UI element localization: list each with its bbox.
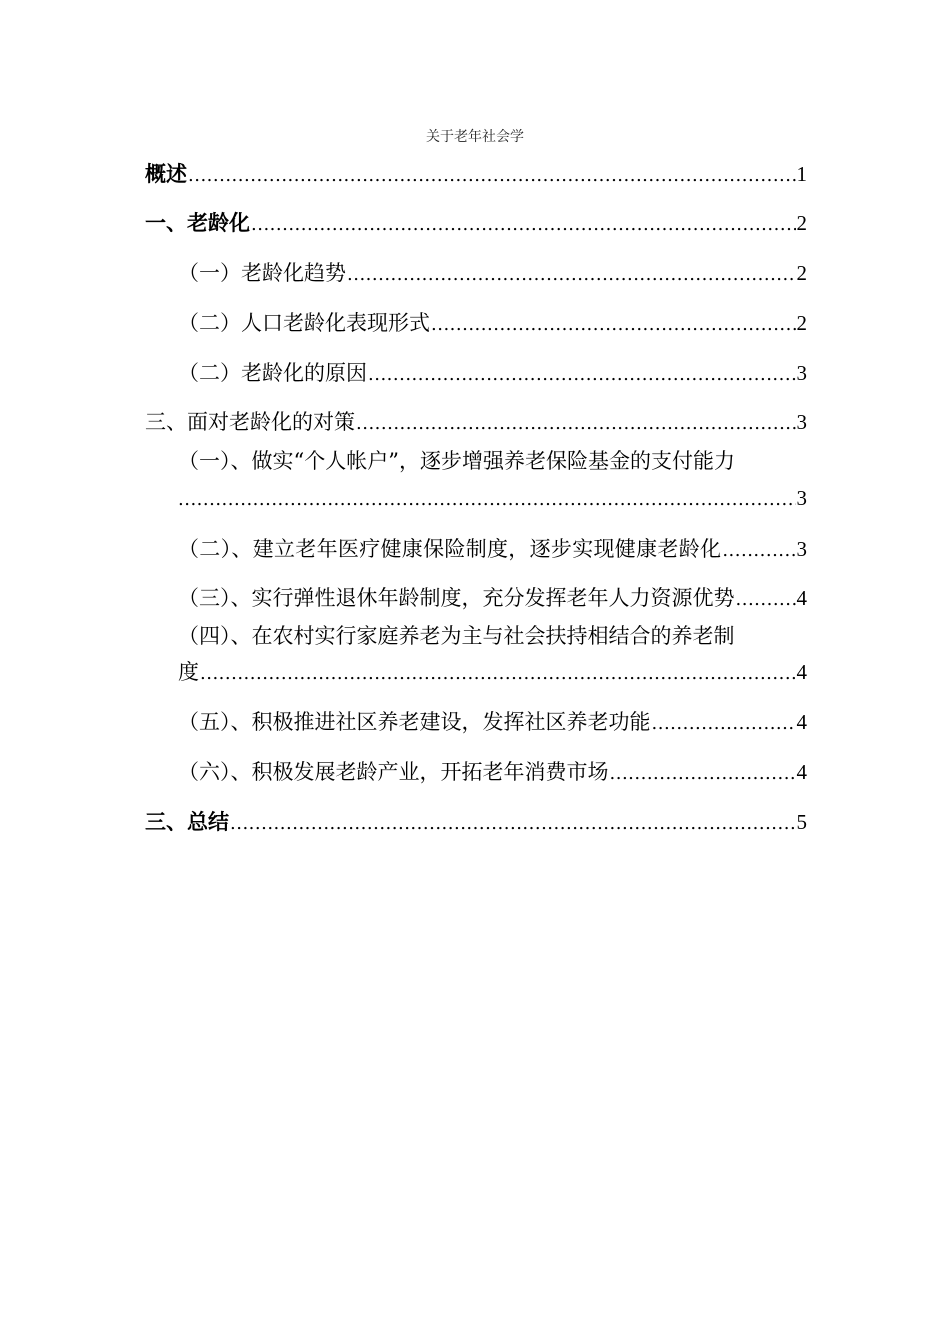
toc-entry-label: 度	[178, 660, 199, 684]
dot-leader	[652, 708, 796, 738]
toc-page-number: 2	[796, 261, 807, 285]
toc-page-number: 2	[796, 311, 807, 335]
dot-leader	[251, 209, 796, 239]
toc-entry-label: 三、面对老龄化的对策	[145, 410, 355, 434]
dot-leader	[230, 808, 796, 838]
toc-entry-label: （五）、积极推进社区养老建设，发挥社区养老功能	[178, 710, 651, 734]
toc-entry-section-1-1[interactable]	[178, 259, 807, 289]
toc-page-number: 2	[796, 211, 807, 235]
dot-leader	[356, 408, 796, 438]
toc-entry-label: （一）老龄化趋势	[178, 261, 346, 285]
dot-leader	[610, 758, 796, 788]
toc-entry-section-1-3[interactable]	[178, 359, 807, 389]
toc-entry-section-3-6[interactable]	[178, 758, 807, 788]
toc-entry-label: （六）、积极发展老龄产业，开拓老年消费市场	[178, 760, 609, 784]
toc-entry-label: （三）、实行弹性退休年龄制度，充分发挥老年人力资源优势	[178, 586, 735, 610]
toc-page-number: 1	[796, 162, 807, 186]
dot-leader	[431, 309, 796, 339]
dot-leader	[736, 584, 796, 614]
toc-entry-continuation	[178, 658, 807, 688]
toc-entry-label: （二）、建立老年医疗健康保险制度，逐步实现健康老龄化	[178, 537, 722, 561]
dot-leader	[188, 160, 796, 190]
toc-entry-label: （四）、在农村实行家庭养老为主与社会扶持相结合的养老制	[178, 624, 735, 648]
toc-page-number: 4	[796, 660, 807, 684]
toc-entry-continuation	[178, 484, 807, 514]
toc-entry-section-1-2[interactable]	[178, 309, 807, 339]
toc-entry-section-3-2[interactable]	[178, 535, 807, 565]
toc-entry-label: 三、总结	[145, 810, 229, 834]
dot-leader	[368, 359, 796, 389]
toc-entry-label: 概述	[145, 162, 187, 186]
toc-page-number: 3	[796, 537, 807, 561]
toc-entry-summary[interactable]	[145, 808, 807, 838]
toc-entry-chapter-1[interactable]	[145, 209, 807, 239]
toc-entry-label: （二）老龄化的原因	[178, 361, 367, 385]
toc-page-number: 4	[796, 710, 807, 734]
dot-leader	[347, 259, 796, 289]
toc-page-number: 4	[796, 586, 807, 610]
toc-entry-label: 一、老龄化	[145, 211, 250, 235]
page-header-title: 关于老年社会学	[426, 129, 524, 145]
dot-leader	[178, 484, 796, 514]
toc-page-number: 3	[796, 361, 807, 385]
toc-entry-label: （一）、做实“个人帐户”，逐步增强养老保险基金的支付能力	[178, 449, 735, 473]
toc-page-number: 3	[796, 410, 807, 434]
toc-page-number: 4	[796, 760, 807, 784]
toc-entry-section-3-3[interactable]	[178, 584, 807, 614]
toc-entry-overview[interactable]	[145, 160, 807, 190]
toc-entry-section-3-5[interactable]	[178, 708, 807, 738]
dot-leader	[200, 658, 796, 688]
dot-leader	[722, 535, 795, 565]
toc-entry-label: （二）人口老龄化表现形式	[178, 311, 430, 335]
toc-entry-chapter-3[interactable]	[145, 408, 807, 438]
toc-page-number: 5	[796, 810, 807, 834]
toc-page-number: 3	[796, 486, 807, 510]
